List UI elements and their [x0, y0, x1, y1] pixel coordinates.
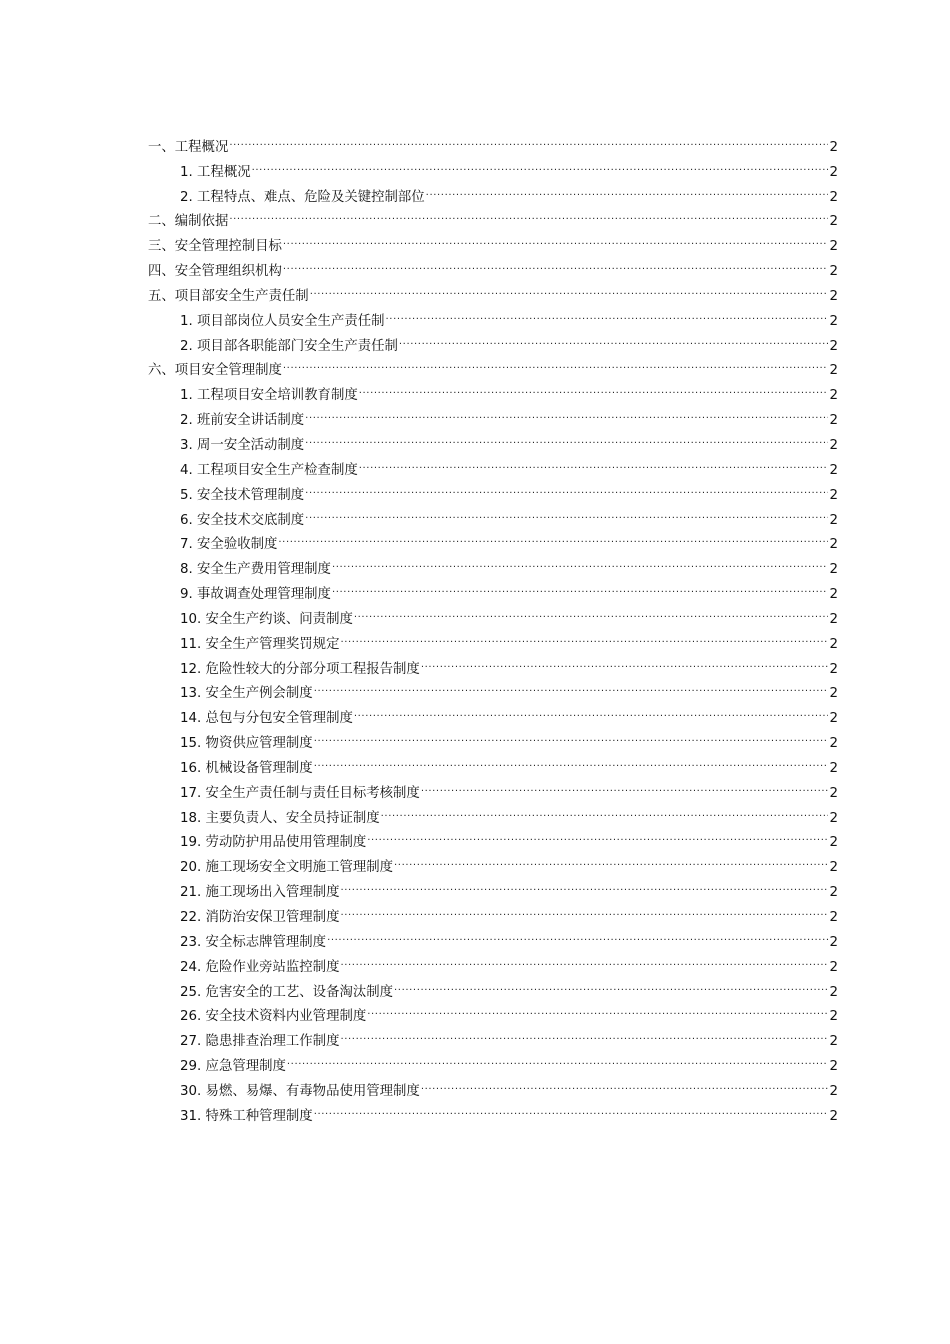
toc-entry-title: 17. 安全生产责任制与责任目标考核制度 — [180, 785, 420, 801]
toc-entry-title: 10. 安全生产约谈、问责制度 — [180, 611, 353, 627]
toc-entry-title: 1. 工程概况 — [180, 164, 251, 180]
toc-page-number: 2 — [829, 587, 838, 603]
toc-entry-title: 7. 安全验收制度 — [180, 537, 278, 553]
toc-entry[interactable] — [148, 126, 838, 155]
toc-dot-leader — [331, 573, 829, 598]
toc-page-number: 2 — [829, 1059, 838, 1075]
toc-page-number: 2 — [829, 363, 838, 379]
toc-page-number: 2 — [829, 189, 838, 205]
toc-entry-title: 26. 安全技术资料内业管理制度 — [180, 1009, 367, 1025]
toc-page-number: 2 — [829, 338, 838, 354]
toc-page-number: 2 — [829, 537, 838, 553]
toc-entry-title: 2. 班前安全讲话制度 — [180, 413, 305, 429]
toc-entry-title: 22. 消防治安保卫管理制度 — [180, 910, 340, 925]
toc-dot-leader — [286, 1045, 829, 1070]
toc-dot-leader — [282, 350, 829, 375]
toc-page-number: 2 — [829, 164, 838, 180]
toc-entry-title: 三、安全管理控制目标 — [148, 239, 282, 255]
toc-entry[interactable] — [148, 176, 838, 205]
toc-entry-title: 20. 施工现场安全文明施工管理制度 — [180, 860, 394, 876]
toc-dot-leader — [251, 151, 829, 176]
toc-page-number: 2 — [829, 1083, 838, 1099]
toc-entry-title: 30. 易燃、易爆、有毒物品使用管理制度 — [180, 1083, 420, 1099]
toc-page-number: 2 — [829, 885, 838, 901]
toc-dot-leader — [358, 449, 829, 474]
toc-page-number: 2 — [829, 139, 838, 155]
toc-entry-title: 4. 工程项目安全生产检查制度 — [180, 462, 358, 478]
toc-dot-leader — [228, 201, 828, 226]
toc-dot-leader — [420, 1070, 829, 1095]
toc-dot-leader — [358, 374, 829, 399]
toc-dot-leader — [313, 1095, 829, 1120]
toc-dot-leader — [339, 946, 828, 971]
toc-page-number: 2 — [829, 835, 838, 851]
toc-dot-leader — [366, 996, 828, 1021]
toc-entry-title: 21. 施工现场出入管理制度 — [180, 885, 340, 901]
toc-entry-title: 9. 事故调查处理管理制度 — [180, 587, 331, 603]
toc-entry-title: 27. 隐患排查治理工作制度 — [180, 1034, 340, 1050]
toc-entry-title: 24. 危险作业旁站监控制度 — [180, 959, 340, 975]
toc-dot-leader — [313, 722, 829, 747]
toc-page-number: 2 — [829, 288, 838, 304]
toc-dot-leader — [353, 598, 829, 623]
toc-page-number: 2 — [829, 736, 838, 752]
toc-entry-title: 5. 安全技术管理制度 — [180, 487, 305, 503]
toc-page-number: 2 — [829, 959, 838, 975]
toc-dot-leader — [380, 797, 829, 822]
toc-entry-title: 13. 安全生产例会制度 — [180, 686, 313, 702]
toc-page-number: 2 — [829, 611, 838, 627]
toc-entry-title: 五、项目部安全生产责任制 — [148, 288, 309, 304]
toc-entry-title: 6. 安全技术交底制度 — [180, 512, 305, 528]
toc-dot-leader — [304, 399, 828, 424]
toc-dot-leader — [353, 697, 829, 722]
toc-page-number: 2 — [829, 934, 838, 950]
toc-page-number: 2 — [829, 239, 838, 255]
toc-dot-leader — [339, 1020, 828, 1045]
table-of-contents — [148, 126, 838, 1124]
toc-dot-leader — [304, 474, 828, 499]
toc-entry-title: 六、项目安全管理制度 — [148, 363, 282, 379]
toc-page-number: 2 — [829, 413, 838, 429]
toc-dot-leader — [304, 499, 828, 524]
toc-page-number: 2 — [829, 984, 838, 1000]
toc-page-number: 2 — [829, 487, 838, 503]
toc-dot-leader — [339, 871, 828, 896]
toc-page-number: 2 — [829, 1034, 838, 1050]
toc-entry-title: 16. 机械设备管理制度 — [180, 760, 313, 776]
toc-entry-title: 15. 物资供应管理制度 — [180, 736, 313, 752]
toc-entry-title: 31. 特殊工种管理制度 — [180, 1108, 313, 1124]
toc-page-number: 2 — [829, 661, 838, 677]
toc-entry-title: 二、编制依据 — [148, 214, 229, 230]
toc-page-number: 2 — [829, 512, 838, 528]
toc-dot-leader — [425, 176, 829, 201]
toc-dot-leader — [393, 846, 828, 871]
toc-entry[interactable] — [148, 151, 838, 180]
toc-page-number: 2 — [829, 562, 838, 578]
toc-page-number: 2 — [829, 462, 838, 478]
toc-page-number: 2 — [829, 810, 838, 826]
toc-entry-title: 1. 工程项目安全培训教育制度 — [180, 388, 358, 404]
toc-dot-leader — [366, 822, 828, 847]
toc-entry-title: 1. 项目部岗位人员安全生产责任制 — [180, 313, 385, 329]
toc-entry-title: 2. 工程特点、难点、危险及关键控制部位 — [180, 189, 425, 205]
toc-dot-leader — [420, 648, 829, 673]
toc-entry-title: 25. 危害安全的工艺、设备淘汰制度 — [180, 984, 394, 1000]
toc-dot-leader — [339, 896, 828, 921]
toc-page-number: 2 — [829, 1009, 838, 1025]
toc-dot-leader — [282, 250, 829, 275]
toc-entry-title: 一、工程概况 — [148, 139, 229, 155]
toc-entry-title: 2. 项目部各职能部门安全生产责任制 — [180, 338, 398, 354]
toc-page-number: 2 — [829, 711, 838, 727]
toc-entry-title: 14. 总包与分包安全管理制度 — [180, 711, 353, 727]
toc-page-number: 2 — [829, 214, 838, 230]
toc-page-number: 2 — [829, 785, 838, 801]
toc-page-number: 2 — [829, 636, 838, 652]
toc-dot-leader — [398, 325, 829, 350]
toc-page-number: 2 — [829, 1108, 838, 1124]
toc-entry-title: 29. 应急管理制度 — [180, 1059, 286, 1075]
toc-entry[interactable] — [148, 225, 838, 255]
toc-entry-title: 四、安全管理组织机构 — [148, 264, 282, 280]
toc-entry-title: 18. 主要负责人、安全员持证制度 — [180, 810, 380, 826]
toc-dot-leader — [282, 225, 829, 250]
toc-dot-leader — [309, 275, 829, 300]
toc-dot-leader — [228, 126, 828, 151]
toc-dot-leader — [277, 524, 828, 549]
toc-dot-leader — [304, 424, 828, 449]
toc-entry-title: 3. 周一安全活动制度 — [180, 437, 305, 453]
toc-page-number: 2 — [829, 760, 838, 776]
toc-dot-leader — [331, 548, 829, 573]
toc-page-number: 2 — [829, 264, 838, 280]
toc-entry[interactable] — [148, 201, 838, 230]
toc-dot-leader — [385, 300, 829, 325]
toc-entry-title: 23. 安全标志牌管理制度 — [180, 934, 327, 950]
toc-dot-leader — [326, 921, 828, 946]
toc-dot-leader — [339, 623, 828, 648]
toc-page-number: 2 — [829, 860, 838, 876]
toc-page-number: 2 — [829, 437, 838, 453]
toc-page-number: 2 — [829, 910, 838, 925]
toc-page-number: 2 — [829, 313, 838, 329]
toc-entry-title: 12. 危险性较大的分部分项工程报告制度 — [180, 661, 420, 677]
toc-page-number: 2 — [829, 686, 838, 702]
toc-page-number: 2 — [829, 388, 838, 404]
toc-dot-leader — [393, 971, 828, 996]
toc-dot-leader — [313, 747, 829, 772]
toc-entry-title: 8. 安全生产费用管理制度 — [180, 562, 331, 578]
toc-entry-title: 11. 安全生产管理奖罚规定 — [180, 636, 340, 652]
toc-entry-title: 19. 劳动防护用品使用管理制度 — [180, 835, 367, 851]
toc-dot-leader — [420, 772, 829, 797]
toc-dot-leader — [313, 673, 829, 698]
